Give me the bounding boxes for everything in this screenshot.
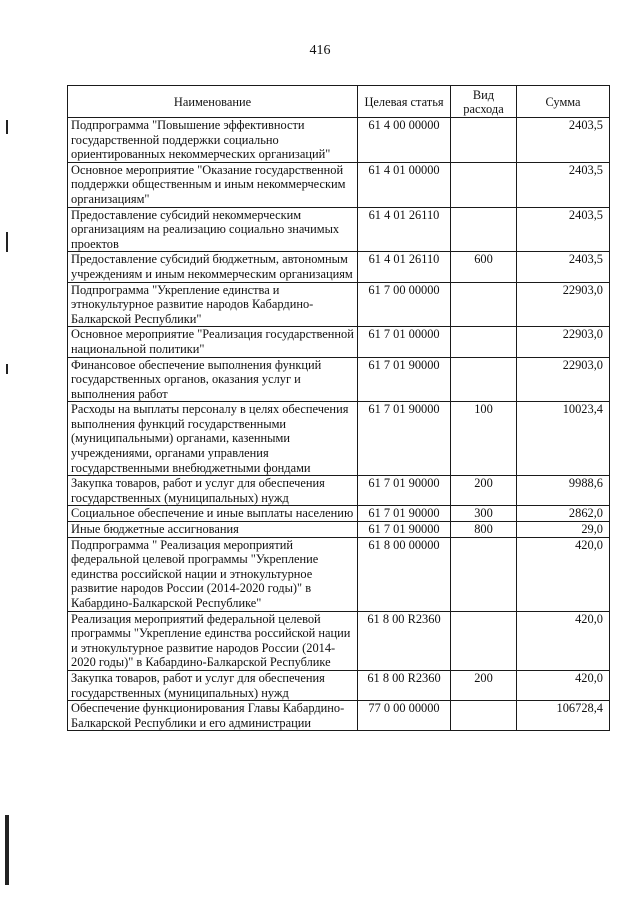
scan-mark: [6, 120, 8, 134]
row-code: 61 7 00 00000: [358, 282, 451, 327]
row-sum: 2403,5: [517, 252, 610, 282]
row-type: 200: [451, 670, 517, 700]
row-sum: 420,0: [517, 537, 610, 611]
row-sum: 9988,6: [517, 476, 610, 506]
row-name: Социальное обеспечение и иные выплаты населению: [68, 506, 358, 522]
table-row: [68, 506, 610, 522]
row-type: [451, 282, 517, 327]
row-sum: 2403,5: [517, 207, 610, 252]
row-code: 61 4 01 26110: [358, 207, 451, 252]
page-number: 416: [309, 43, 331, 58]
table-row: [68, 207, 610, 252]
row-type: 100: [451, 402, 517, 476]
row-type: [451, 357, 517, 402]
row-code: 61 7 01 90000: [358, 476, 451, 506]
row-type: [451, 327, 517, 357]
row-code: 61 8 00 R2360: [358, 611, 451, 670]
row-type: [451, 537, 517, 611]
table-row: [68, 701, 610, 731]
header-type: Вид расхода: [451, 86, 517, 118]
table-row: [68, 282, 610, 327]
row-sum: 10023,4: [517, 402, 610, 476]
table-row: [68, 327, 610, 357]
header-sum: Сумма: [517, 86, 610, 118]
row-sum: 22903,0: [517, 327, 610, 357]
row-type: [451, 118, 517, 163]
row-sum: 106728,4: [517, 701, 610, 731]
table-header-row: [68, 86, 610, 118]
row-type: 600: [451, 252, 517, 282]
table-row: [68, 611, 610, 670]
row-sum: 420,0: [517, 611, 610, 670]
row-code: 61 4 01 26110: [358, 252, 451, 282]
row-code: 61 8 00 00000: [358, 537, 451, 611]
row-name: Основное мероприятие "Реализация государственной национальной политики": [68, 327, 358, 357]
row-name: Закупка товаров, работ и услуг для обеспечения государственных (муниципальных) нужд: [68, 476, 358, 506]
row-name: Обеспечение функционирования Главы Кабардино-Балкарской Республики и его администрации: [68, 701, 358, 731]
table-row: [68, 162, 610, 207]
row-sum: 2403,5: [517, 162, 610, 207]
scan-mark: [6, 364, 8, 374]
table-row: [68, 357, 610, 402]
row-code: 61 4 00 00000: [358, 118, 451, 163]
row-code: 77 0 00 00000: [358, 701, 451, 731]
row-name: Подпрограмма " Реализация мероприятий федеральной целевой программы "Укрепление единства российской нации и этнокультурное развитие народов России (2014-2020 годы)" в Кабардино-Балкарской Республике": [68, 537, 358, 611]
row-sum: 420,0: [517, 670, 610, 700]
row-sum: 2862,0: [517, 506, 610, 522]
row-type: 200: [451, 476, 517, 506]
row-sum: 2403,5: [517, 118, 610, 163]
row-code: 61 7 01 90000: [358, 357, 451, 402]
row-type: [451, 701, 517, 731]
row-name: Расходы на выплаты персоналу в целях обеспечения выполнения функций государственными (муниципальными) органами, казенными учреждениями, органами управления государственными внебюджетными фондами: [68, 402, 358, 476]
row-code: 61 8 00 R2360: [358, 670, 451, 700]
row-type: [451, 207, 517, 252]
row-code: 61 7 01 00000: [358, 327, 451, 357]
row-type: 800: [451, 522, 517, 538]
row-code: 61 7 01 90000: [358, 522, 451, 538]
row-code: 61 7 01 90000: [358, 402, 451, 476]
row-sum: 22903,0: [517, 282, 610, 327]
row-name: Иные бюджетные ассигнования: [68, 522, 358, 538]
row-code: 61 7 01 90000: [358, 506, 451, 522]
scan-mark: [6, 232, 8, 252]
table-row: [68, 476, 610, 506]
row-code: 61 4 01 00000: [358, 162, 451, 207]
budget-table: [67, 85, 610, 731]
row-type: 300: [451, 506, 517, 522]
row-name: Финансовое обеспечение выполнения функций государственных органов, оказания услуг и выполнения работ: [68, 357, 358, 402]
row-name: Подпрограмма "Укрепление единства и этнокультурное развитие народов Кабардино-Балкарской Республики": [68, 282, 358, 327]
row-name: Закупка товаров, работ и услуг для обеспечения государственных (муниципальных) нужд: [68, 670, 358, 700]
row-name: Основное мероприятие "Оказание государственной поддержки общественным и иным некоммерческим организациям": [68, 162, 358, 207]
table-row: [68, 118, 610, 163]
row-type: [451, 162, 517, 207]
row-name: Предоставление субсидий бюджетным, автономным учреждениям и иным некоммерческим организациям: [68, 252, 358, 282]
table-row: [68, 537, 610, 611]
table-row: [68, 670, 610, 700]
row-name: Предоставление субсидий некоммерческим организациям на реализацию социально значимых проектов: [68, 207, 358, 252]
table-row: [68, 402, 610, 476]
table-row: [68, 522, 610, 538]
row-name: Подпрограмма "Повышение эффективности государственной поддержки социально ориентированных некоммерческих организаций": [68, 118, 358, 163]
row-type: [451, 611, 517, 670]
row-sum: 22903,0: [517, 357, 610, 402]
header-name: Наименование: [68, 86, 358, 118]
table-row: [68, 252, 610, 282]
scan-mark: [5, 815, 9, 885]
row-name: Реализация мероприятий федеральной целевой программы "Укрепление единства российской нации и этнокультурное развитие народов России (2014-2020 годы)" в Кабардино-Балкарской Республике: [68, 611, 358, 670]
row-sum: 29,0: [517, 522, 610, 538]
header-code: Целевая статья: [358, 86, 451, 118]
